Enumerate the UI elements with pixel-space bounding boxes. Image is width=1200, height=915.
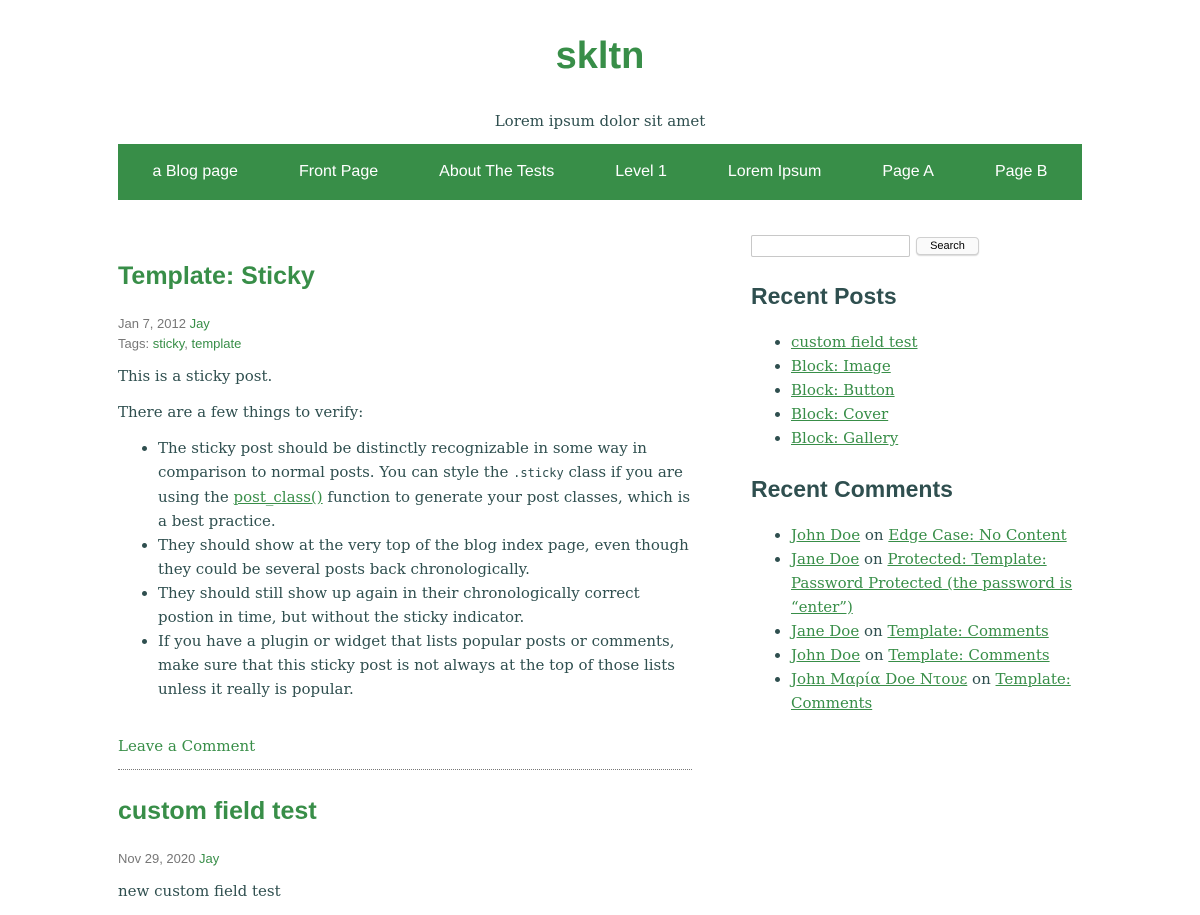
list-item: • They should still show up again in their chronologically correct postion in time, but without the sticky indicator. <box>158 581 692 629</box>
site-description: Lorem ipsum dolor sit amet <box>494 112 706 130</box>
post-class-link[interactable]: post_class() <box>233 488 323 506</box>
nav-item-level-1[interactable]: Level 1 <box>615 163 667 180</box>
post-date: Nov 29, 2020 <box>118 851 196 866</box>
post-content <box>118 364 692 701</box>
list-item: • Jane Doe on Template: Comments <box>791 619 1082 643</box>
recent-comments-list <box>751 523 1082 715</box>
recent-post-link[interactable]: Block: Button <box>791 381 895 399</box>
comment-author-link[interactable]: John Doe <box>791 646 861 664</box>
comment-author-link[interactable]: Jane Doe <box>791 622 860 640</box>
recent-posts-title: Recent Posts <box>751 283 897 309</box>
comment-author-link[interactable]: John Μαρία Doe Ντουε <box>791 670 968 688</box>
post-meta <box>118 849 692 869</box>
list-item: • If you have a plugin or widget that lists popular posts or comments, make sure that this sticky post is not always at the top of those lists unless it really is popular. <box>158 629 692 701</box>
recent-post-link[interactable]: custom field test <box>791 333 918 351</box>
post-author-link[interactable]: Jay <box>189 316 210 331</box>
list-item <box>791 378 1082 402</box>
nav-item-blog-page[interactable]: a Blog page <box>152 163 238 180</box>
recent-posts-widget <box>751 282 1082 450</box>
list-item: • Jane Doe on Protected: Template: Password Protected (the password is “enter”) <box>791 547 1082 619</box>
search-form <box>751 234 1082 258</box>
post-custom-field-test <box>118 796 692 903</box>
page <box>118 0 1082 915</box>
search-input[interactable] <box>751 235 910 257</box>
comment-author-link[interactable]: John Doe <box>791 526 861 544</box>
post-bullet-list <box>118 436 692 701</box>
post-content <box>118 879 692 903</box>
list-item <box>791 330 1082 354</box>
list-item: • John Doe on Template: Comments <box>791 643 1082 667</box>
post-meta: Jan 7, 2012 Jay Tags: sticky, template <box>118 316 242 351</box>
inline-code: .sticky <box>513 466 564 480</box>
list-item <box>791 354 1082 378</box>
recent-post-link[interactable]: Block: Image <box>791 357 891 375</box>
main-content <box>118 234 692 915</box>
sidebar <box>751 234 1082 915</box>
nav-item-page-b[interactable]: Page B <box>994 163 1048 180</box>
list-item: • They should show at the very top of the blog index page, even though they could be several posts back chronologically. <box>158 533 692 581</box>
recent-post-link[interactable]: Block: Cover <box>791 405 889 423</box>
comment-post-link[interactable]: Template: Comments <box>791 670 1071 712</box>
recent-comments-title: Recent Comments <box>751 476 953 502</box>
post-title[interactable]: custom field test <box>118 797 317 825</box>
list-item: • The sticky post should be distinctly recognizable in some way in comparison to normal posts. You can style the .sticky class if you are using the post_class() function to generate your post classes, which is a best practice. <box>158 436 692 533</box>
post-author-link[interactable]: Jay <box>198 851 220 866</box>
nav-item-page-a[interactable]: Page A <box>882 163 934 180</box>
nav-item-about-the-tests[interactable]: About The Tests <box>439 163 555 180</box>
recent-comments-widget <box>751 475 1082 715</box>
recent-post-link[interactable]: Block: Gallery <box>791 429 899 447</box>
search-button[interactable]: Search <box>916 237 979 255</box>
post-date: Jan 7, 2012 <box>118 316 186 331</box>
nav-item-lorem-ipsum[interactable]: Lorem Ipsum <box>727 163 822 180</box>
list-item <box>791 402 1082 426</box>
site-title[interactable]: skltn <box>555 35 645 77</box>
tag-link-template[interactable]: template <box>191 336 242 351</box>
post-title[interactable]: Template: Sticky <box>118 262 315 290</box>
leave-comment-link[interactable]: Leave a Comment <box>118 737 692 770</box>
list-item: • John Doe on Edge Case: No Content <box>791 523 1082 547</box>
nav-item-front-page[interactable]: Front Page <box>298 163 379 180</box>
comment-author-link[interactable]: Jane Doe <box>791 550 860 568</box>
tags-label: Tags: <box>118 336 150 351</box>
comment-post-link[interactable]: Template: Comments <box>887 622 1049 640</box>
tag-link-sticky[interactable]: sticky <box>152 336 185 351</box>
comment-post-link[interactable]: Protected: Template: Password Protected (the password is “enter”) <box>791 550 1073 616</box>
post-paragraph: There are a few things to verify: <box>118 403 364 421</box>
comment-post-link[interactable]: Edge Case: No Content <box>888 526 1067 544</box>
post-paragraph: new custom field test <box>118 882 281 900</box>
list-item <box>791 426 1082 450</box>
post-sticky <box>118 261 692 770</box>
recent-posts-list <box>751 330 1082 450</box>
list-item: • John Μαρία Doe Ντουε on Template: Comments <box>791 667 1082 715</box>
main-nav <box>118 144 1082 200</box>
post-paragraph: This is a sticky post. <box>118 367 273 385</box>
comment-post-link[interactable]: Template: Comments <box>888 646 1050 664</box>
